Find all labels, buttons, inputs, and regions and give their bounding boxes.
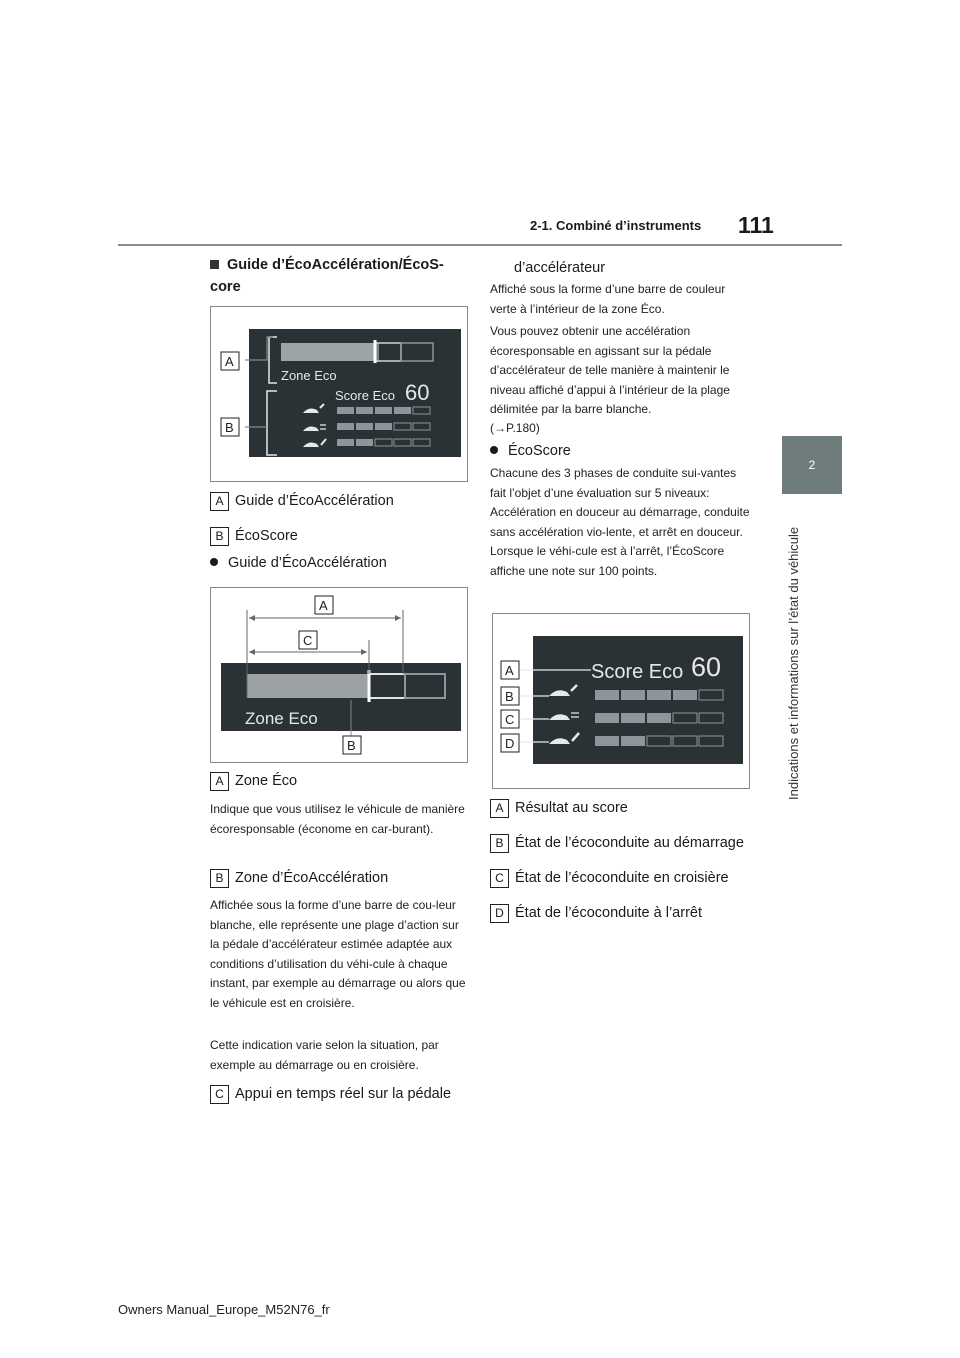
figure-ecoscore [492, 613, 750, 789]
svg-text:A: A [225, 354, 234, 369]
legend-text: Résultat au score [515, 800, 628, 816]
badge-a: A [210, 492, 229, 511]
legend-text: ÉcoScore [235, 528, 298, 544]
section-heading [210, 254, 468, 298]
figure-eco-guide-overview [210, 306, 468, 482]
score-value-text: 60 [691, 652, 722, 682]
square-bullet-icon [210, 260, 219, 269]
legend-item-start [490, 833, 752, 853]
badge-a: A [210, 772, 229, 791]
svg-text:D: D [505, 736, 515, 751]
svg-text:A: A [319, 598, 328, 613]
pedal-advice: Vous pouvez obtenir une accélération écoresponsable en agissant sur la pédale d’accélérateur de telle manière à maintenir le niveau affiché d’appui à l’intérieur de la plage délimitée par la barre blanche. [490, 324, 730, 416]
legend-item-pedal [210, 1084, 468, 1104]
legend-text: Zone d’ÉcoAccélération [235, 870, 389, 886]
pedal-description: Affiché sous la forme d’une barre de couleur verte à l’intérieur de la zone Éco. [490, 282, 726, 316]
ecoscore-illustration [493, 614, 749, 788]
zone-eco-text: Zone Eco [245, 709, 318, 728]
section-heading-text: Guide d’ÉcoAccélération/ÉcoS-core [210, 257, 444, 295]
eco-accel-zone-note: Cette indication varie selon la situation, par exemple au démarrage ou en croisière. [210, 1038, 439, 1072]
legend-item-eco-accel-zone [210, 868, 468, 888]
section-title: 2-1. Combiné d’instruments [530, 218, 702, 233]
pedal-continued: d’accélérateur [514, 260, 606, 276]
bullet-dot-icon [490, 446, 498, 454]
figure-eco-zone [210, 587, 468, 763]
legend-item-stop [490, 903, 752, 923]
chapter-tab [782, 436, 842, 494]
chapter-side-label [786, 510, 806, 800]
bullet-dot-icon [210, 558, 218, 566]
eco-display-illustration [211, 307, 467, 481]
svg-text:B: B [347, 738, 356, 753]
legend-item-a [210, 491, 468, 511]
eco-accel-zone-description: Affichée sous la forme d’une barre de cou-leur blanche, elle représente une plage d’action sur la pédale d’accélérateur estimée adaptée aux conditions d’utilisation du véhi-cule à chaque instant, par exemple au démarrage ou alors que le véhicule est en croisière. [210, 898, 466, 1010]
score-eco-text: Score Eco [335, 388, 395, 403]
badge-b: B [210, 527, 229, 546]
svg-text:C: C [505, 712, 515, 727]
legend-item-score-result [490, 798, 752, 818]
badge-c: C [490, 869, 509, 888]
bullet-ecoscore [490, 441, 752, 461]
footer-text: Owners Manual_Europe_M52N76_fr [118, 1302, 330, 1317]
legend-item-b [210, 526, 468, 546]
legend-item-cruise [490, 868, 752, 888]
legend-text: Guide d’ÉcoAccélération [235, 493, 394, 509]
zone-eco-text: Zone Eco [281, 368, 337, 383]
legend-text: État de l’écoconduite au démarrage [515, 835, 744, 851]
zone-eco-description: Indique que vous utilisez le véhicule de manière écoresponsable (économe en car-burant). [210, 802, 465, 836]
header-rule [118, 244, 842, 246]
badge-c: C [210, 1085, 229, 1104]
badge-b: B [210, 869, 229, 888]
eco-zone-illustration [211, 588, 467, 762]
legend-text: État de l’écoconduite en croisière [515, 870, 729, 886]
badge-a: A [490, 799, 509, 818]
score-eco-text: Score Eco [591, 661, 684, 683]
page-reference: (→P.180) [490, 421, 540, 435]
page-number: 111 [738, 212, 774, 238]
legend-item-zone-eco [210, 771, 468, 791]
chapter-number: 2 [808, 458, 816, 472]
score-value-text: 60 [405, 380, 430, 405]
chapter-title: Indications et informations sur l’état du véhicule [786, 526, 801, 800]
svg-text:B: B [225, 420, 234, 435]
legend-text: État de l’écoconduite à l’arrêt [515, 905, 702, 921]
legend-text: Appui en temps réel sur la pédale [235, 1086, 452, 1102]
badge-b: B [490, 834, 509, 853]
bullet-text: Guide d’ÉcoAccélération [228, 555, 387, 571]
svg-text:B: B [505, 689, 514, 704]
legend-text: Zone Éco [235, 773, 298, 789]
ecoscore-description: Chacune des 3 phases de conduite sui-vantes fait l’objet d’une évaluation sur 5 niveaux: Accélération en douceur au démarrage, conduite sans accélération vio-lente, et arrêt en douceur. Lorsque le véhi-cule est à l’arrêt, l’ÉcoScore affiche une note sur 100 points. [490, 466, 750, 578]
bullet-text: ÉcoScore [508, 443, 571, 459]
svg-text:C: C [303, 633, 313, 648]
svg-text:A: A [505, 663, 514, 678]
bullet-eco-guide [210, 553, 468, 573]
badge-d: D [490, 904, 509, 923]
